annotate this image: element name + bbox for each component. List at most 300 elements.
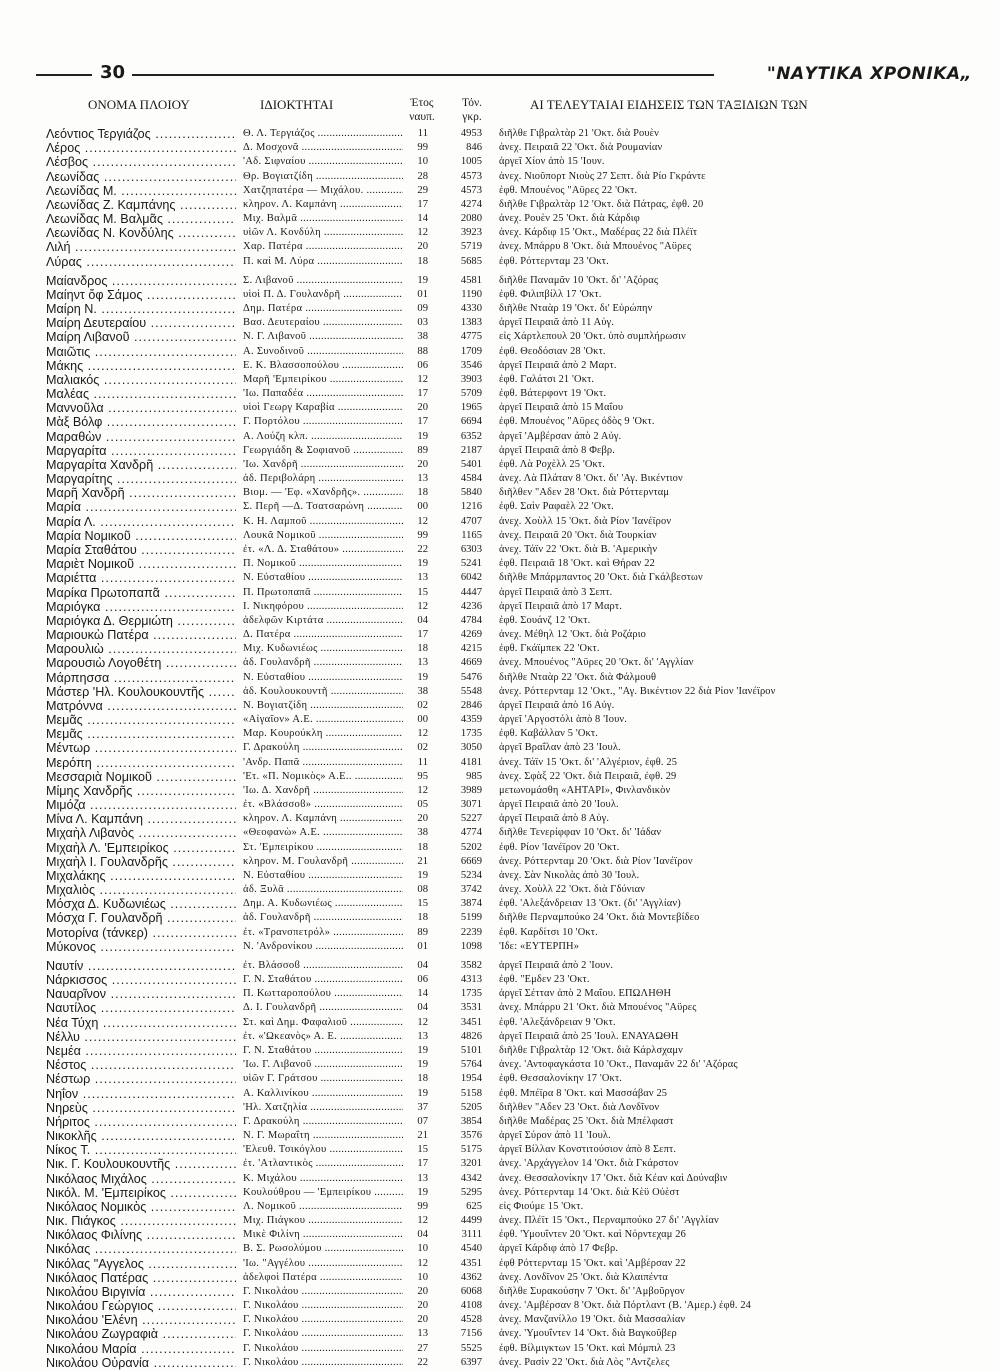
table-row bbox=[46, 415, 976, 429]
gross-tons: 4447 bbox=[460, 586, 482, 598]
build-year: 12 bbox=[417, 515, 428, 527]
table-row bbox=[46, 302, 976, 316]
ship-name: Μόσχα Γ. Γουλανδρῆ ..... bbox=[46, 911, 236, 925]
owner: Α. Συνοδινοῦ ..... bbox=[243, 345, 403, 359]
owner: Ν. Εὐσταθίου ..... bbox=[243, 869, 403, 883]
build-year: 19 bbox=[417, 1186, 428, 1198]
gross-tons: 5199 bbox=[460, 912, 482, 924]
owner: Γ. Ν. Σταθάτου ..... bbox=[243, 973, 403, 987]
gross-tons: 4774 bbox=[460, 827, 482, 839]
voyage-news: ἀργεῖ Πειραιᾶ ἀπὸ 17 Μαρτ. bbox=[499, 600, 622, 612]
table-row bbox=[46, 543, 976, 557]
ship-name: Λεωνίδας ..... bbox=[46, 170, 236, 184]
gross-tons: 4330 bbox=[460, 303, 482, 315]
voyage-news: διῆλθεν "Αδεν 23 'Οκτ. διὰ Λονδῖνον bbox=[499, 1101, 660, 1113]
ship-name: Μαργαρίτα ..... bbox=[46, 444, 236, 458]
ship-name: Λεόντιος Τεργιάζος ..... bbox=[46, 127, 236, 141]
table-row bbox=[46, 401, 976, 415]
owner: 'Ιω. Παπαδέα ..... bbox=[243, 387, 403, 401]
ship-name: Μὰξ Βόλφ ..... bbox=[46, 415, 236, 429]
build-year: 18 bbox=[417, 1073, 428, 1085]
build-year: 38 bbox=[417, 331, 428, 343]
ship-name: Μιχαὴλ Λιβανὸς ..... bbox=[46, 826, 236, 840]
owner: Ν. Εὐσταθίου ..... bbox=[243, 571, 403, 585]
voyage-news: ἐφθ. Σαὶν Ραφαὲλ 22 'Οκτ. bbox=[499, 501, 614, 513]
voyage-news: ἐφθ. "Εμδεν 23 'Οκτ. bbox=[499, 974, 590, 986]
voyage-news: ἀργεῖ Πειραιᾶ ἀπὸ 8 Αὐγ. bbox=[499, 813, 610, 825]
table-row bbox=[46, 557, 976, 571]
table-row bbox=[46, 274, 976, 288]
ship-name: Νάρκισσος ..... bbox=[46, 973, 236, 987]
gross-tons: 3111 bbox=[461, 1229, 482, 1241]
build-year: 06 bbox=[417, 359, 428, 371]
table-row bbox=[46, 255, 976, 269]
build-year: 13 bbox=[417, 1328, 428, 1340]
ship-name: Μαρία Σταθάτου ..... bbox=[46, 543, 236, 557]
build-year: 03 bbox=[417, 317, 428, 329]
voyage-news: ἀργεῖ Πειραιᾶ ἀπὸ 2 'Ιουν. bbox=[499, 959, 614, 971]
owner: Ι. Νικηφόρου ..... bbox=[243, 600, 403, 614]
table-row bbox=[46, 741, 976, 755]
ship-name: Μαίανδρος ..... bbox=[46, 274, 236, 288]
ship-name: Μαρίκα Πρωτοπαπᾶ ..... bbox=[46, 586, 236, 600]
ship-name: Λεωνίδας Ζ. Καμπάνης ..... bbox=[46, 198, 236, 212]
table-row bbox=[46, 826, 976, 840]
gross-tons: 5158 bbox=[460, 1087, 482, 1099]
owner: κληρον. Μ. Γουλανδρῆ ..... bbox=[243, 855, 403, 869]
ship-name: Μίμης Χανδρῆς ..... bbox=[46, 784, 236, 798]
gross-tons: 5548 bbox=[460, 685, 482, 697]
ship-name: Μιχαλάκης ..... bbox=[46, 869, 236, 883]
gross-tons: 1735 bbox=[460, 988, 482, 1000]
build-year: 12 bbox=[417, 1257, 428, 1269]
voyage-news: ἀργεῖ Πειραιᾶ ἀπὸ 25 'Ιουλ. ΕΝΑΥΑΩΘΗ bbox=[499, 1030, 679, 1042]
owner: ἀδ. Κουλουκουντῆ ..... bbox=[243, 685, 403, 699]
voyage-news: ἐφθ. Ρίον 'Ιανέϊρον 20 'Οκτ. bbox=[499, 841, 620, 853]
gross-tons: 4181 bbox=[460, 756, 482, 768]
voyage-news: ἐφθ. Γαλάτσι 21 'Οκτ. bbox=[499, 373, 595, 385]
gross-tons: 6303 bbox=[460, 543, 482, 555]
owner: Δημ. Πατέρα ..... bbox=[243, 302, 403, 316]
gross-tons: 5840 bbox=[460, 487, 482, 499]
voyage-news: ἐφθ. 'Αλεξάνδρειαν 9 'Οκτ. bbox=[499, 1016, 616, 1028]
voyage-news: ἀνεχ. Λονδῖνον 25 'Οκτ. διὰ Κλαιπέντα bbox=[499, 1271, 669, 1283]
column-header-name: ΟΝΟΜΑ ΠΛΟΙΟΥ bbox=[88, 97, 190, 112]
table-row bbox=[46, 1087, 976, 1101]
voyage-news: ἐφθ. Βίλμιγκτων 15 'Οκτ. καὶ Μόμπιλ 23 bbox=[499, 1342, 676, 1354]
voyage-news: ἀργεῖ 'Αμβέρσαν ἀπὸ 2 Αὐγ. bbox=[499, 430, 622, 442]
voyage-news: ἀνεχ. 'Υμουΐντεν 14 'Οκτ. διὰ Βαγκοῦβερ bbox=[499, 1328, 677, 1340]
owner: υἱῶν Γ. Γράτσου ..... bbox=[243, 1072, 403, 1086]
gross-tons: 5101 bbox=[460, 1045, 482, 1056]
build-year: 38 bbox=[417, 827, 428, 839]
build-year: 17 bbox=[417, 198, 428, 210]
gross-tons: 5295 bbox=[460, 1186, 482, 1198]
table-row bbox=[46, 812, 976, 826]
gross-tons: 5205 bbox=[460, 1101, 482, 1113]
table-row bbox=[46, 359, 976, 373]
table-row bbox=[46, 500, 976, 514]
ship-name: Νικόλαος Φιλίνης ..... bbox=[46, 1228, 236, 1242]
build-year: 19 bbox=[417, 1087, 428, 1099]
gross-tons: 4108 bbox=[460, 1300, 482, 1312]
table-row bbox=[46, 671, 976, 685]
voyage-news: ἐφθ. Μπουένος "Αϋρες 22 'Οκτ. bbox=[499, 184, 638, 196]
build-year: 95 bbox=[417, 770, 428, 782]
owner: Λ. Νομικοῦ ..... bbox=[243, 1200, 403, 1214]
build-year: 27 bbox=[417, 1342, 428, 1354]
ship-name: Ναυτίν ..... bbox=[46, 959, 236, 973]
owner: Π. Κωτταροπούλου ..... bbox=[243, 987, 403, 1001]
ship-name: Νικόλαος Νομικὸς ..... bbox=[46, 1200, 236, 1214]
owner: Μιχ. Πιάγκου ..... bbox=[243, 1214, 403, 1228]
ship-name: Μαργαρίτα Χανδρῆ ..... bbox=[46, 458, 236, 472]
owner: Κουλούθρου — 'Εμπειρίκου ..... bbox=[243, 1186, 403, 1200]
owner: Μαρῆ 'Εμπειρίκου ..... bbox=[243, 373, 403, 387]
ship-name: Νικολάου Μαρία ..... bbox=[46, 1342, 236, 1356]
build-year: 04 bbox=[417, 1229, 428, 1241]
table-row bbox=[46, 642, 976, 656]
build-year: 18 bbox=[417, 487, 428, 499]
owner: 'Ιω. Χανδρῆ ..... bbox=[243, 458, 403, 472]
voyage-news: ἐφθ. Μπουένος "Αϋρες ὁδὸς 9 'Οκτ. bbox=[499, 416, 655, 428]
gross-tons: 3071 bbox=[460, 799, 482, 811]
table-row bbox=[46, 529, 976, 543]
table-row bbox=[46, 316, 976, 330]
gross-tons: 3742 bbox=[460, 884, 482, 896]
ship-name: Ναυαρῖνον ..... bbox=[46, 987, 236, 1001]
owner: «Αἰγαῖον» Α.Ε. ..... bbox=[243, 713, 403, 727]
table-row bbox=[46, 1115, 976, 1129]
voyage-news: ἐφθ. 'Αλεξάνδρειαν 13 'Οκτ. (δι' 'Αγγλίαν) bbox=[499, 898, 681, 910]
gross-tons: 4362 bbox=[460, 1271, 482, 1283]
build-year: 00 bbox=[417, 501, 428, 513]
build-year: 99 bbox=[417, 142, 428, 154]
table-row bbox=[46, 883, 976, 897]
owner: Ν. Γ. Μωραΐτη ..... bbox=[243, 1129, 403, 1143]
gross-tons: 1190 bbox=[461, 288, 482, 300]
build-year: 15 bbox=[417, 1144, 428, 1156]
owner: Γ. Νικολάου ..... bbox=[243, 1285, 403, 1299]
build-year: 19 bbox=[417, 1045, 428, 1056]
gross-tons: 5175 bbox=[460, 1144, 482, 1156]
gross-tons: 4669 bbox=[460, 657, 482, 669]
gross-tons: 5476 bbox=[460, 671, 482, 683]
column-header-year-line2: ναυπ. bbox=[409, 111, 435, 123]
ship-name: Μαριόγκα Δ. Θερμιώτη ..... bbox=[46, 614, 236, 628]
build-year: 88 bbox=[417, 345, 428, 357]
voyage-news: ἐφθ. Γκάϊμπεκ 22 'Οκτ. bbox=[499, 643, 600, 655]
ship-name: Νικολάου Ζωγραφιὰ ..... bbox=[46, 1327, 236, 1341]
ship-name: Μαριόγκα ..... bbox=[46, 600, 236, 614]
ship-name: Μαριὲτ Νομικοῦ ..... bbox=[46, 557, 236, 571]
column-header-news: ΑΙ ΤΕΛΕΥΤΑΙΑΙ ΕΙΔΗΣΕΙΣ ΤΩΝ ΤΑΞΙΔΙΩΝ ΤΩΝ bbox=[530, 97, 808, 112]
owner: 'Ιω. "Αγγέλου ..... bbox=[243, 1257, 403, 1271]
gross-tons: 7156 bbox=[460, 1328, 482, 1340]
gross-tons: 1098 bbox=[460, 940, 482, 952]
voyage-news: ἀνεχ. 'Αντοφαγκάστα 10 'Οκτ., Παναμᾶν 22 δι' 'Αζόρας bbox=[499, 1059, 738, 1071]
owner: ἐτ. 'Ατλαντικὸς ..... bbox=[243, 1157, 403, 1171]
owner: Μιχ. Βαλμᾶ ..... bbox=[243, 212, 403, 226]
build-year: 20 bbox=[417, 402, 428, 414]
build-year: 12 bbox=[417, 784, 428, 796]
ship-name: Μεμᾶς ..... bbox=[46, 713, 236, 727]
build-year: 15 bbox=[417, 898, 428, 910]
gross-tons: 4236 bbox=[460, 600, 482, 612]
gross-tons: 6669 bbox=[460, 855, 482, 867]
voyage-news: ἀνεχ. Θεσσαλονίκην 17 'Οκτ. διὰ Κέαν καὶ Δούναβιν bbox=[499, 1172, 728, 1184]
owner: κληρον. Λ. Καμπάνη ..... bbox=[243, 812, 403, 826]
ship-name: Λέσβος ..... bbox=[46, 155, 236, 169]
owner: Γ. Πορτόλου ..... bbox=[243, 415, 403, 429]
table-row bbox=[46, 1342, 976, 1356]
ship-name: Μάρπησσα ..... bbox=[46, 671, 236, 685]
owner: Γ. Νικολάου ..... bbox=[243, 1313, 403, 1327]
table-row bbox=[46, 727, 976, 741]
build-year: 13 bbox=[417, 473, 428, 485]
ship-name: Νικολάου Οὐρανία ..... bbox=[46, 1356, 236, 1370]
voyage-news: ἀνεχ. Χοὺλλ 22 'Οκτ. διὰ Γδύνιαν bbox=[499, 884, 646, 896]
ship-name: Μέντωρ ..... bbox=[46, 741, 236, 755]
ship-name: Λεωνίδας Μ. ..... bbox=[46, 184, 236, 198]
table-row bbox=[46, 472, 976, 486]
ship-name: Μερόπη ..... bbox=[46, 756, 236, 770]
ship-name: Μαίρη Ν. ..... bbox=[46, 302, 236, 316]
voyage-news: ἀνεχ. Μπάρρυ 8 'Οκτ. διὰ Μπουένος "Αϋρες bbox=[499, 241, 692, 253]
build-year: 19 bbox=[417, 671, 428, 683]
ship-name: Λύρας ..... bbox=[46, 255, 236, 269]
owner: Γεωργιάδη & Σοφιανοῦ ..... bbox=[243, 444, 403, 458]
voyage-news: διῆλθε Γιβραλτὰρ 12 'Οκτ. διὰ Πάτρας, ἐφθ. 20 bbox=[499, 198, 704, 210]
ship-name: Μαιῶτις ..... bbox=[46, 345, 236, 359]
gross-tons: 4351 bbox=[460, 1257, 482, 1269]
build-year: 17 bbox=[417, 1158, 428, 1170]
table-row bbox=[46, 373, 976, 387]
gross-tons: 1965 bbox=[460, 402, 482, 414]
gross-tons: 5234 bbox=[460, 869, 482, 881]
build-year: 04 bbox=[417, 959, 428, 971]
table-row bbox=[46, 959, 976, 973]
owner: Ν. Γ. Λιβανοῦ ..... bbox=[243, 330, 403, 344]
voyage-news: διῆλθε Νταὰρ 22 'Οκτ. διὰ Φάλμουθ bbox=[499, 671, 657, 683]
build-year: 02 bbox=[417, 699, 428, 711]
table-row bbox=[46, 614, 976, 628]
owner: Μικὲ Φιλίνη ..... bbox=[243, 1228, 403, 1242]
owner: Γ. Ν. Σταθάτου ..... bbox=[243, 1044, 403, 1058]
owner: ἀδελφῶν Κιρτάτα ..... bbox=[243, 614, 403, 628]
build-year: 19 bbox=[417, 869, 428, 881]
owner: υἱῶν Λ. Κονδύλη ..... bbox=[243, 226, 403, 240]
ship-name: Νικολάου Βιργινία ..... bbox=[46, 1285, 236, 1299]
voyage-news: ἀνεχ. Κάρδιφ 15 'Οκτ., Μαδέρας 22 διὰ Πλέϊτ bbox=[499, 227, 698, 239]
owner: ἐτ. «Λ. Δ. Σταθάτου» ..... bbox=[243, 543, 403, 557]
voyage-news: ἀνεχ. Ρόττερνταμ 12 'Οκτ., "Αγ. Βικέντιον 22 διὰ Ρίον 'Ιανέϊρον bbox=[499, 685, 776, 697]
voyage-news: ἐφθ. Καβάλλαν 5 'Οκτ. bbox=[499, 728, 598, 740]
build-year: 20 bbox=[417, 1300, 428, 1312]
table-row bbox=[46, 155, 976, 169]
voyage-news: ἀνεχ. Σφὰξ 22 'Οκτ. διὰ Πειραιᾶ, ἐφθ. 29 bbox=[499, 770, 677, 782]
ship-name: Νέλλυ ..... bbox=[46, 1030, 236, 1044]
table-row bbox=[46, 1327, 976, 1341]
owner: ἐτ. «'Ωκεανὸς» Α. Ε. ..... bbox=[243, 1030, 403, 1044]
gross-tons: 1735 bbox=[460, 728, 482, 740]
build-year: 12 bbox=[417, 728, 428, 740]
owner: Γ. Νικολάου ..... bbox=[243, 1356, 403, 1370]
table-row bbox=[46, 600, 976, 614]
gross-tons: 5227 bbox=[460, 813, 482, 825]
owner: Δ. Πατέρα ..... bbox=[243, 628, 403, 642]
voyage-news: ἀργεῖ Χίον ἀπὸ 15 'Ιουν. bbox=[499, 156, 605, 168]
build-year: 01 bbox=[417, 288, 428, 300]
owner: Π. καὶ Μ. Λύρα ..... bbox=[243, 255, 403, 269]
build-year: 12 bbox=[417, 1215, 428, 1227]
table-row bbox=[46, 1058, 976, 1072]
voyage-news: ἀνεχ. Πειραιᾶ 22 'Οκτ. διὰ Ρουμανίαν bbox=[499, 142, 663, 154]
build-year: 99 bbox=[417, 529, 428, 541]
table-row bbox=[46, 713, 976, 727]
page-number: 30 bbox=[100, 62, 126, 83]
gross-tons: 4584 bbox=[460, 473, 482, 485]
owner: 'Ιω. Γ. Λιβανοῦ ..... bbox=[243, 1058, 403, 1072]
gross-tons: 6068 bbox=[460, 1285, 482, 1297]
owner: Θρ. Βογιατζίδη ..... bbox=[243, 170, 403, 184]
owner: 'Αδ. Σιφναίου ..... bbox=[243, 155, 403, 169]
ship-name: Μάστερ 'Ηλ. Κουλουκουντῆς ..... bbox=[46, 685, 236, 699]
owner: Στ. 'Εμπειρίκου ..... bbox=[243, 841, 403, 855]
voyage-news: ἀνεχ. Πειραιᾶ 20 'Οκτ. διὰ Τουρκίαν bbox=[499, 529, 657, 541]
gross-tons: 5525 bbox=[460, 1342, 482, 1354]
gross-tons: 4573 bbox=[460, 170, 482, 182]
gross-tons: 4784 bbox=[460, 614, 482, 626]
owner: ἀδ. Γουλανδρῆ ..... bbox=[243, 911, 403, 925]
gross-tons: 2239 bbox=[460, 926, 482, 938]
build-year: 13 bbox=[417, 572, 428, 584]
gross-tons: 2846 bbox=[460, 699, 482, 711]
ship-name: Ματρόννα ..... bbox=[46, 699, 236, 713]
voyage-news: ἀργεῖ Σύρον ἀπὸ 11 'Ιουλ. bbox=[499, 1130, 611, 1142]
build-year: 04 bbox=[417, 1002, 428, 1014]
gross-tons: 2187 bbox=[460, 444, 482, 456]
build-year: 02 bbox=[417, 742, 428, 754]
build-year: 22 bbox=[417, 543, 428, 555]
table-row bbox=[46, 1299, 976, 1313]
ship-name: Μαρία ..... bbox=[46, 500, 236, 514]
owner: Κ. Μιχάλου ..... bbox=[243, 1172, 403, 1186]
ship-name: Μαρουσιὼ Λογοθέτη ..... bbox=[46, 656, 236, 670]
table-row bbox=[46, 656, 976, 670]
table-row bbox=[46, 444, 976, 458]
voyage-news: ἀνεχ. Μανζανίλλο 19 'Οκτ. διὰ Μασσαλίαν bbox=[499, 1314, 686, 1326]
voyage-news: ἀνεχ. Ρουὲν 25 'Οκτ. διὰ Κάρδιφ bbox=[499, 213, 640, 225]
table-row bbox=[46, 1172, 976, 1186]
build-year: 13 bbox=[417, 657, 428, 669]
owner: Δημ. Α. Κυδωνιέως ..... bbox=[243, 897, 403, 911]
gross-tons: 6352 bbox=[460, 430, 482, 442]
ship-name: Νήριτος ..... bbox=[46, 1115, 236, 1129]
owner: Γ. Νικολάου ..... bbox=[243, 1342, 403, 1356]
build-year: 99 bbox=[417, 1200, 428, 1212]
build-year: 00 bbox=[417, 714, 428, 726]
column-header-year-line1: Έτος bbox=[410, 97, 434, 109]
ship-name: Νικόλαος Μιχάλος ..... bbox=[46, 1172, 236, 1186]
build-year: 10 bbox=[417, 1243, 428, 1255]
table-row bbox=[46, 1072, 976, 1086]
owner: «Θεοφανὼ» Α.Ε. ..... bbox=[243, 826, 403, 840]
gross-tons: 3874 bbox=[460, 898, 482, 910]
owner: ἐτ. «Βλάσσοϐ» ..... bbox=[243, 798, 403, 812]
voyage-news: ἀνεχ. Μπάρρυ 21 'Οκτ. διὰ Μπουένος "Αϋρες bbox=[499, 1002, 697, 1014]
ship-name: Μαριουκὼ Πατέρα ..... bbox=[46, 628, 236, 642]
build-year: 10 bbox=[417, 1271, 428, 1283]
owner: Χαρ. Πατέρα ..... bbox=[243, 240, 403, 254]
ship-name: Λεωνίδας Ν. Κονδύλης ..... bbox=[46, 226, 236, 240]
gross-tons: 4707 bbox=[460, 515, 482, 527]
table-row bbox=[46, 458, 976, 472]
column-header-owner: ΙΔΙΟΚΤΗΤΑΙ bbox=[260, 97, 334, 112]
ship-name: Μαίρη Λιβανοῦ ..... bbox=[46, 330, 236, 344]
build-year: 19 bbox=[417, 558, 428, 570]
gross-tons: 4269 bbox=[460, 629, 482, 641]
ship-name: Νίκος Τ. ..... bbox=[46, 1143, 236, 1157]
owner: ἀδ. Περιβολάρη ..... bbox=[243, 472, 403, 486]
ship-name: Νικόλας "Αγγελος ..... bbox=[46, 1257, 236, 1271]
gross-tons: 1709 bbox=[460, 345, 482, 357]
voyage-news: ἀργεῖ Πειραιᾶ ἀπὸ 3 Σεπτ. bbox=[499, 586, 613, 598]
build-year: 01 bbox=[417, 940, 428, 952]
ship-name: Νέστος ..... bbox=[46, 1058, 236, 1072]
ship-name: Νέστωρ ..... bbox=[46, 1072, 236, 1086]
table-row bbox=[46, 1101, 976, 1115]
gross-tons: 3451 bbox=[460, 1016, 482, 1028]
ship-name: Μαλιακός ..... bbox=[46, 373, 236, 387]
ship-name: Μίνα Λ. Καμπάνη ..... bbox=[46, 812, 236, 826]
owner: υἱοὶ Π. Δ. Γουλανδρῆ ..... bbox=[243, 288, 403, 302]
table-row bbox=[46, 1242, 976, 1256]
table-row bbox=[46, 1001, 976, 1015]
gross-tons: 625 bbox=[466, 1200, 482, 1212]
table-row bbox=[46, 1129, 976, 1143]
build-year: 21 bbox=[417, 855, 428, 867]
ship-name: Μάκης ..... bbox=[46, 359, 236, 373]
build-year: 89 bbox=[417, 444, 428, 456]
ship-name: Νικόλ. Μ. 'Εμπειρίκος ..... bbox=[46, 1186, 236, 1200]
owner: Στ. καὶ Δημ. Φαφαλιοῦ ..... bbox=[243, 1016, 403, 1030]
gross-tons: 3201 bbox=[460, 1158, 482, 1170]
gross-tons: 5709 bbox=[460, 388, 482, 400]
owner: Χατζηπατέρα — Μιχάλου. ..... bbox=[243, 184, 403, 198]
ship-name: Μαννοῦλα ..... bbox=[46, 401, 236, 415]
build-year: 19 bbox=[417, 1059, 428, 1071]
voyage-news: διῆλθε Γιβραλτὰρ 21 'Οκτ. διὰ Ρουὲν bbox=[499, 128, 660, 139]
build-year: 29 bbox=[417, 184, 428, 196]
table-row bbox=[46, 897, 976, 911]
owner: Σ. Λιβανοῦ ..... bbox=[243, 274, 403, 288]
owner: Ε. Κ. Βλασσοπούλου ..... bbox=[243, 359, 403, 373]
column-header-tons-line1: Τόν. bbox=[461, 97, 483, 109]
table-row bbox=[46, 127, 976, 141]
ship-name: Μιμόζα ..... bbox=[46, 798, 236, 812]
ship-name: Μιχαλιὸς ..... bbox=[46, 883, 236, 897]
gross-tons: 3531 bbox=[460, 1002, 482, 1014]
voyage-news: εἰς Φιούμε 15 'Οκτ. bbox=[499, 1200, 584, 1212]
gross-tons: 6397 bbox=[460, 1356, 482, 1368]
gross-tons: 4581 bbox=[460, 274, 482, 286]
gross-tons: 5764 bbox=[460, 1059, 482, 1071]
column-header-tons bbox=[450, 96, 494, 124]
owner: Βιομ. — 'Εφ. «Χανδρῆς». ..... bbox=[243, 486, 403, 500]
gross-tons: 1005 bbox=[460, 156, 482, 168]
gross-tons: 1954 bbox=[460, 1073, 482, 1085]
